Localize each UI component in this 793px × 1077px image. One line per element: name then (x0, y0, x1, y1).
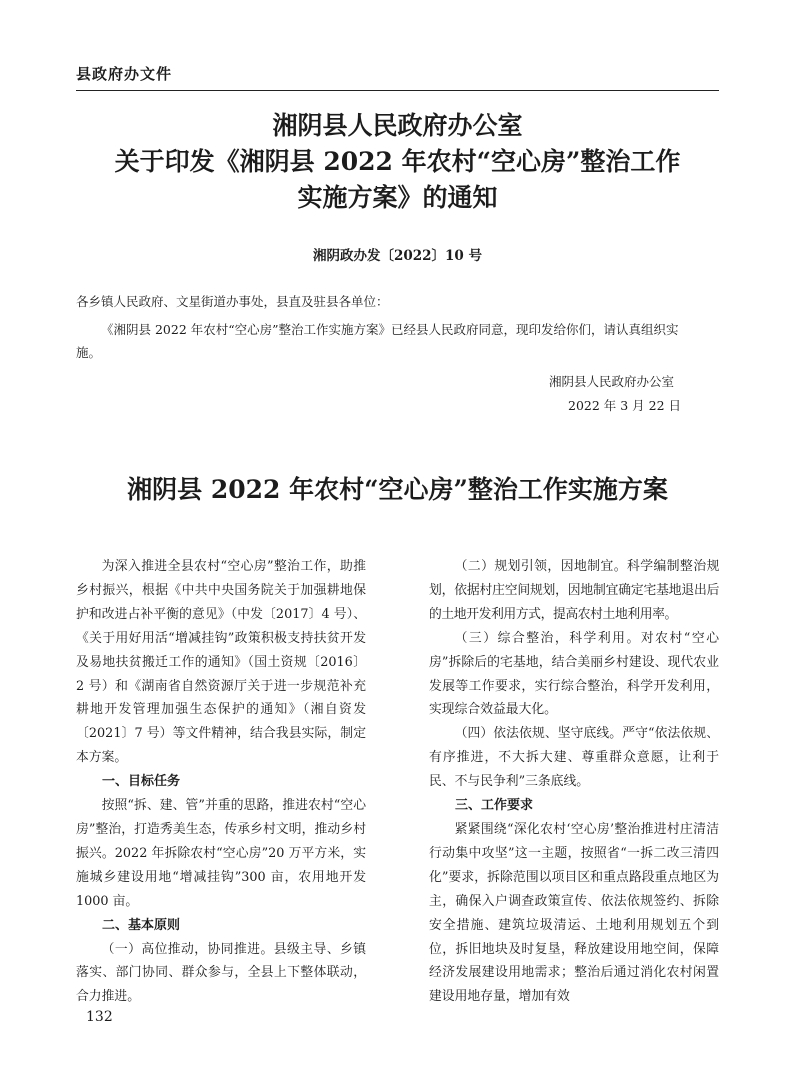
intro-paragraph: 为深入推进全县农村“空心房”整治工作，助推乡村振兴，根据《中共中央国务院关于加强耕地保护和改进占补平衡的意见》（中发〔2017〕4 号）、《关于用好用活“增减挂钩”政策积极支持扶贫开发及易地扶贫搬迁工作的通知》（国土资规〔2016〕2 号）和《湖南省自然资源厅关于进一步规范补充耕地开发管理加强生态保护的通知》（湘自资发〔2021〕7 号）等文件精神，结合我县实际，制定本方案。 (76, 559, 366, 766)
principle-3: （三）综合整治，科学利用。对农村“空心房”拆除后的宅基地，结合美丽乡村建设、现代农业发展等工作要求，实行综合整治，科学开发利用，实现综合效益最大化。 (429, 630, 719, 718)
notice-title-line-2: 关于印发《湘阴县 2022 年农村“空心房”整治工作 (114, 147, 681, 176)
section-heading-principles: 二、基本原则 (102, 917, 181, 933)
signature-date: 2022 年 3 月 22 日 (568, 398, 682, 413)
plan-title: 湘阴县 2022 年农村“空心房”整治工作实施方案 (127, 475, 668, 504)
document-number: 湘阴政办发〔2022〕10 号 (312, 248, 483, 264)
section-heading-requirements: 三、工作要求 (455, 798, 534, 814)
notice-body: 《湘阴县 2022 年农村“空心房”整治工作实施方案》已经县人民政府同意，现印发给你们，请认真组织实施。 (76, 322, 679, 360)
notice-title (76, 108, 719, 216)
right-column (429, 555, 719, 1009)
notice-title-line-1: 湘阴县人民政府办公室 (272, 111, 523, 140)
principle-2: （二）规划引领，因地制宜。科学编制整治规划，依据村庄空间规划，因地制宜确定宅基地退出后的土地开发利用方式，提高农村土地利用率。 (429, 559, 719, 622)
section-heading-goals: 一、目标任务 (102, 774, 181, 790)
requirements-paragraph: 紧紧围绕“深化农村‘空心房’整治推进村庄清洁行动集中攻坚”这一主题，按照省“一拆二改三清四化”要求，拆除范围以项目区和重点路段重点地区为主，确保入户调查政策宣传、依法依规签约、拆除安全措施、建筑垃圾清运、土地利用规划五个到位，拆旧地块及时复垦，释放建设用地空间，保障经济发展建设用地需求；整治后通过消化农村闲置建设用地存量，增加有效 (429, 821, 719, 1005)
addressee: 各乡镇人民政府、文星街道办事处，县直及驻县各单位： (76, 294, 389, 309)
page-number: 132 (86, 1009, 113, 1025)
principle-1: （一）高位推动，协同推进。县级主导、乡镇落实、部门协同、群众参与，全县上下整体联动，合力推进。 (76, 941, 366, 1005)
goals-paragraph: 按照“拆、建、管”并重的思路，推进农村“空心房”整治，打造秀美生态，传承乡村文明，推动乡村振兴。2022 年拆除农村“空心房”20 万平方米，实施城乡建设用地“增减挂钩”300 亩，农用地开发 1000 亩。 (76, 798, 366, 909)
running-header: 县政府办文件 (76, 65, 173, 83)
signature-issuer: 湘阴县人民政府办公室 (549, 374, 675, 389)
principle-4: （四）依法依规、坚守底线。严守“依法依规、有序推进，不大拆大建、尊重群众意愿，让利于民、不与民争利”三条底线。 (429, 726, 719, 790)
left-column (76, 555, 366, 1009)
header-rule (76, 90, 719, 91)
notice-title-line-3: 实施方案》的通知 (297, 183, 498, 212)
